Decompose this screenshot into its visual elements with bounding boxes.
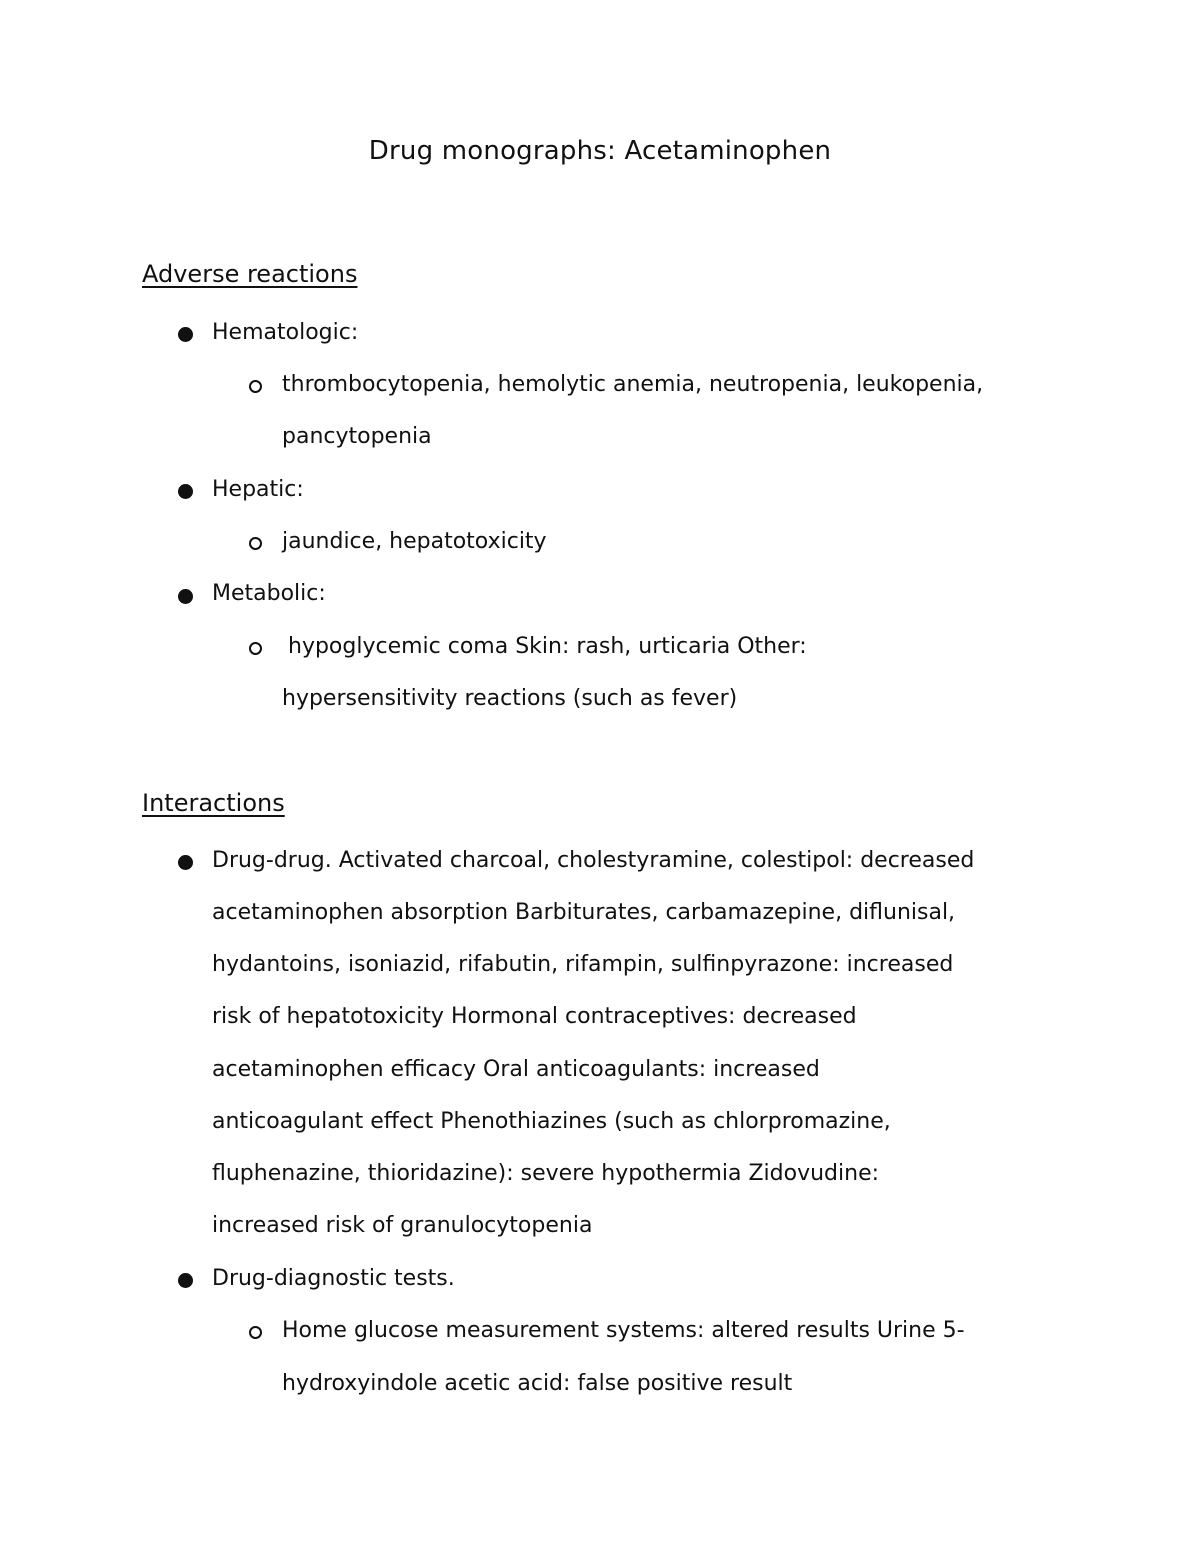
hematologic-label: Hematologic: [212, 320, 359, 345]
bullet-disc-icon [178, 1273, 193, 1288]
bullet-circle-icon [249, 537, 262, 550]
drug-drug-line-2: acetaminophen absorption Barbiturates, carbamazepine, diflunisal, [212, 900, 956, 925]
bullet-disc-icon [178, 327, 193, 342]
drug-drug-line-6: anticoagulant effect Phenothiazines (such as chlorpromazine, [212, 1109, 891, 1134]
metabolic-label: Metabolic: [212, 581, 326, 606]
bullet-disc-icon [178, 589, 193, 604]
section-heading-interactions: Interactions [142, 789, 285, 817]
bullet-disc-icon [178, 484, 193, 499]
diagnostic-line-1: Home glucose measurement systems: altered results Urine 5- [282, 1318, 965, 1343]
drug-drug-line-1: Drug-drug. Activated charcoal, cholestyramine, colestipol: decreased [212, 848, 975, 873]
drug-drug-line-3: hydantoins, isoniazid, rifabutin, rifampin, sulfinpyrazone: increased [212, 952, 954, 977]
hepatic-label: Hepatic: [212, 477, 304, 502]
bullet-circle-icon [249, 642, 262, 655]
bullet-circle-icon [249, 1326, 262, 1339]
metabolic-line-1: hypoglycemic coma Skin: rash, urticaria Other: [288, 634, 807, 659]
drug-drug-line-8: increased risk of granulocytopenia [212, 1213, 593, 1238]
hematologic-line-2: pancytopenia [282, 424, 432, 449]
page-title: Drug monographs: Acetaminophen [368, 136, 832, 166]
metabolic-line-2: hypersensitivity reactions (such as fever) [282, 686, 738, 711]
hepatic-line-1: jaundice, hepatotoxicity [282, 529, 547, 554]
hematologic-line-1: thrombocytopenia, hemolytic anemia, neutropenia, leukopenia, [282, 372, 984, 397]
bullet-circle-icon [249, 380, 262, 393]
drug-drug-line-7: fluphenazine, thioridazine): severe hypothermia Zidovudine: [212, 1161, 880, 1186]
drug-drug-line-5: acetaminophen efficacy Oral anticoagulants: increased [212, 1057, 820, 1082]
section-heading-adverse-reactions: Adverse reactions [142, 260, 358, 288]
diagnostic-line-2: hydroxyindole acetic acid: false positive result [282, 1371, 793, 1396]
drug-drug-line-4: risk of hepatotoxicity Hormonal contraceptives: decreased [212, 1004, 857, 1029]
drug-diagnostic-label: Drug-diagnostic tests. [212, 1266, 455, 1291]
bullet-disc-icon [178, 855, 193, 870]
